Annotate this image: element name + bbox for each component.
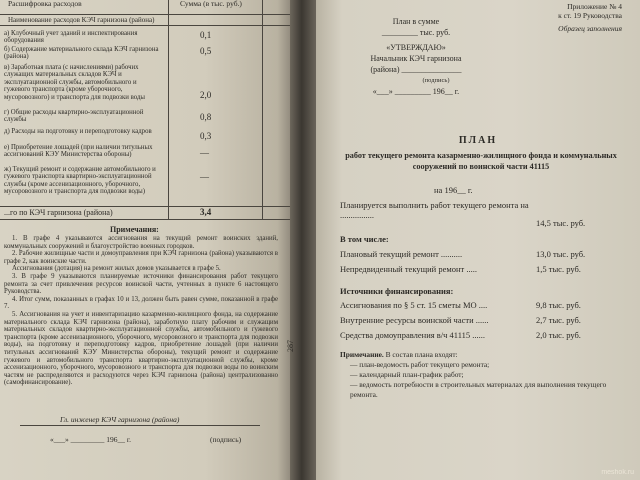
source-row xyxy=(340,300,622,310)
including-title: В том числе: xyxy=(340,234,389,244)
book-gutter xyxy=(290,0,316,480)
table-row-value: 0,5 xyxy=(200,46,212,56)
table-row-value: 0,1 xyxy=(200,30,212,40)
table-row-value: — xyxy=(200,172,209,182)
row-label: Ассигнования по § 5 ст. 15 сметы МО .... xyxy=(340,300,488,310)
table-row-value: 0,3 xyxy=(200,131,212,141)
table-row-value: — xyxy=(200,148,209,158)
note-item: — ведомость потребности в строительных материалах для выполнения текущего ремонта. xyxy=(350,380,607,399)
signature-rule xyxy=(20,425,260,426)
approval-line: «___» _________ 196__ г. xyxy=(372,87,460,96)
source-row xyxy=(340,315,622,325)
signature-caption: (подпись) xyxy=(210,435,242,444)
total-row xyxy=(0,206,292,220)
row-label: Плановый текущий ремонт .......... xyxy=(340,249,463,259)
table-row-label: б) Содержание материального склада КЭЧ гарнизона (района) xyxy=(4,46,159,61)
header-col2: Сумма (в тыс. руб.) xyxy=(180,0,242,8)
plan-year: на 196__ г. xyxy=(434,185,473,195)
table-row-value: 0,8 xyxy=(200,112,212,122)
plan-note xyxy=(340,350,626,400)
table-divider-right xyxy=(262,0,263,220)
approval-line: (района) _______________ xyxy=(370,65,462,74)
signature-date: «___» _________ 196__ г. xyxy=(50,435,131,444)
row-value: 9,8 тыс. руб. xyxy=(536,300,581,310)
notes-title: Примечания: xyxy=(110,225,159,234)
table-subheader xyxy=(0,15,292,26)
left-page xyxy=(0,0,292,480)
right-page xyxy=(316,0,640,480)
approval-block xyxy=(336,16,496,97)
watermark: meshok.ru xyxy=(601,469,634,476)
source-row xyxy=(340,330,622,340)
approval-line: Начальник КЭЧ гарнизона xyxy=(370,54,462,63)
signature-title: Гл. инженер КЭЧ гарнизона (района) xyxy=(60,415,180,424)
sample-label: Образец заполнения xyxy=(558,24,622,33)
total-label: ...го по КЭЧ гарнизона (района) xyxy=(4,208,113,217)
approval-line: _________ тыс. руб. xyxy=(381,28,451,37)
table-row-label: е) Приобретение лошадей (при наличии титульных ассигнований КЭУ Министерства обороны) xyxy=(4,144,153,159)
note-paragraph: 3. В графе 9 указываются планируемые источники финансирования работ текущего ремонта за счет привлечения ресурсов воинской части, учтенных в пункте 6 настоящего Руководства. xyxy=(4,272,278,296)
row-label: Внутренние ресурсы воинской части ...... xyxy=(340,315,489,325)
note-item: — план-ведомость работ текущего ремонта; xyxy=(350,360,490,369)
table-header xyxy=(0,0,292,15)
row-value: 2,7 тыс. руб. xyxy=(536,315,581,325)
row-label: Средства домоуправления в/ч 41115 ...... xyxy=(340,330,486,340)
table-row-value: 2,0 xyxy=(200,90,212,100)
table-divider xyxy=(168,0,169,220)
approval-line: (подпись) xyxy=(422,77,450,84)
table-row-label: в) Заработная плата (с начислениями) рабочих служащих материальных складов КЭЧ и эксплуатационной службы, автомобильного и гужевого транспорта (кроме уборочного, мусоровозного) и транспорта для подвозки воды xyxy=(4,64,145,101)
note-paragraph: 1. В графе 4 указываются ассигнования на текущий ремонт воинских зданий, коммунальных сооружений и благоустройство военных городков. xyxy=(4,235,278,250)
appendix-number: Приложение № 4 xyxy=(567,2,622,11)
sources-title: Источники финансирования: xyxy=(340,286,454,296)
header-col1: Расшифровка расходов xyxy=(8,0,82,8)
note-intro: В состав плана входят: xyxy=(385,350,458,359)
page-number: 287 xyxy=(286,340,295,352)
row-label: Непредвиденный текущий ремонт ..... xyxy=(340,264,478,274)
including-row xyxy=(340,264,622,274)
table-row-label: г) Общие расходы квартирно-эксплуатационной службы xyxy=(4,109,144,124)
notes-block xyxy=(4,235,278,387)
row-value: 13,0 тыс. руб. xyxy=(536,249,586,259)
table-row-label: ж) Текущий ремонт и содержание автомобильного и гужевого транспорта квартирно-эксплуатационной службы (кроме ассенизационного, уборочного, мусоровозного и транспорта для подвозки воды) xyxy=(4,166,156,196)
table-row-label: а) Клубочный учет зданий и инспектирования оборудования xyxy=(4,30,138,45)
note-paragraph: 5. Ассигнования на учет и инвентаризацию казарменно-жилищного фонда, на содержание материального склада КЭЧ гарнизона (района), заработную плату рабочим и служащим материальных складов квартирно-эксплуатационной службы, автомобильного и гужевого транспорта (кроме ассенизационного, уборочного, мусоровозного и транспорта для подвозки воды), на подготовку и переподготовку кадров, приобретение лошадей (при наличии титульных ассигнований КЭУ Министерства обороны), текущий ремонт и содержание гужевого и автомобильного транспорта квартирно-эксплуатационной службы, кроме ассенизационного, уборочного, мусоровозного и транспорта для подвозки воды по воинским частям не распределяются и расходуются через КЭЧ гарнизона (района) централизованно (самофинансирование). xyxy=(4,310,278,387)
plan-title: ПЛАН xyxy=(458,135,498,146)
plan-subtitle: работ текущего ремонта казарменно-жилищного фонда и коммунальных сооружений по воинской части 41115 xyxy=(345,151,617,171)
including-row xyxy=(340,249,622,259)
table-row-label: д) Расходы на подготовку и переподготовку кадров xyxy=(4,128,152,135)
planned-label: Планируется выполнить работ текущего ремонта на ................ xyxy=(340,200,529,220)
row-value: 1,5 тыс. руб. xyxy=(536,264,581,274)
approval-line: План в сумме xyxy=(392,17,440,26)
note-title: Примечание. xyxy=(340,350,384,359)
header-row2: Наименование расходов КЭЧ гарнизона (района) xyxy=(8,16,155,24)
total-value: 3,4 xyxy=(200,207,212,217)
row-value: 2,0 тыс. руб. xyxy=(536,330,581,340)
approval-line: «УТВЕРЖДАЮ» xyxy=(386,43,446,52)
appendix-header xyxy=(558,2,622,20)
note-paragraph: 2. Рабочие жилищные части и домоуправления при КЭЧ гарнизона (района) указываются в графе 2, как воинские части. xyxy=(4,250,278,265)
appendix-reference: к ст. 19 Руководства xyxy=(558,11,622,20)
planned-value: 14,5 тыс. руб. xyxy=(536,218,586,228)
note-item: — календарный план-график работ; xyxy=(350,370,464,379)
note-paragraph: Ассигнования (дотация) на ремонт жилых домов указывается в графе 5. xyxy=(12,265,221,273)
note-paragraph: 4. Итог сумм, показанных в графах 10 и 13, должен быть равен сумме, показанной в графе 7. xyxy=(4,295,278,311)
